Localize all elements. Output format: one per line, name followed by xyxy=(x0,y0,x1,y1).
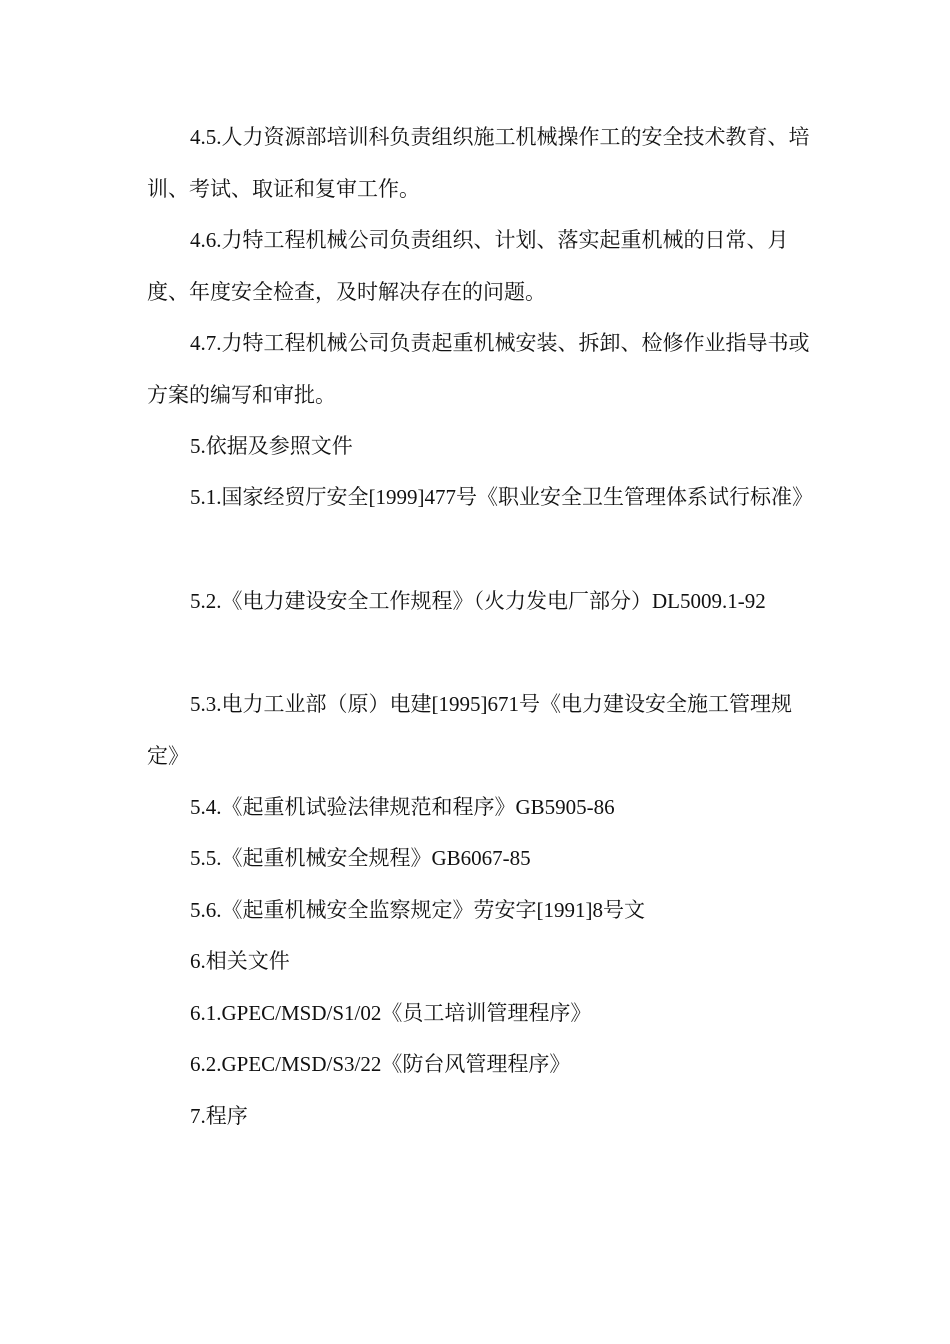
paragraph-5-5: 5.5.《起重机械安全规程》GB6067-85 xyxy=(190,846,531,870)
paragraph-5-3: 5.3.电力工业部（原）电建[1995]671号《电力建设安全施工管理规定》 xyxy=(147,692,792,768)
section-heading-5: 5.依据及参照文件 xyxy=(190,434,353,458)
section-heading-6: 6.相关文件 xyxy=(190,949,290,973)
paragraph-4-5: 4.5.人力资源部培训科负责组织施工机械操作工的安全技术教育、培训、考试、取证和复审工作。 xyxy=(147,125,810,201)
paragraph-5-4: 5.4.《起重机试验法律规范和程序》GB5905-86 xyxy=(190,795,615,819)
section-heading-7: 7.程序 xyxy=(190,1104,248,1128)
paragraph-5-2: 5.2.《电力建设安全工作规程》（火力发电厂部分）DL5009.1-92 xyxy=(190,589,766,613)
paragraph-6-2: 6.2.GPEC/MSD/S3/22《防台风管理程序》 xyxy=(190,1052,571,1076)
paragraph-4-6: 4.6.力特工程机械公司负责组织、计划、落实起重机械的日常、月度、年度安全检查，及时解决存在的问题。 xyxy=(147,228,789,304)
paragraph-5-1: 5.1.国家经贸厅安全[1999]477号《职业安全卫生管理体系试行标准》 xyxy=(190,485,813,509)
paragraph-5-6: 5.6.《起重机械安全监察规定》劳安字[1991]8号文 xyxy=(190,898,645,922)
paragraph-4-7: 4.7.力特工程机械公司负责起重机械安装、拆卸、检修作业指导书或方案的编写和审批。 xyxy=(147,331,810,407)
paragraph-6-1: 6.1.GPEC/MSD/S1/02《员工培训管理程序》 xyxy=(190,1001,592,1025)
